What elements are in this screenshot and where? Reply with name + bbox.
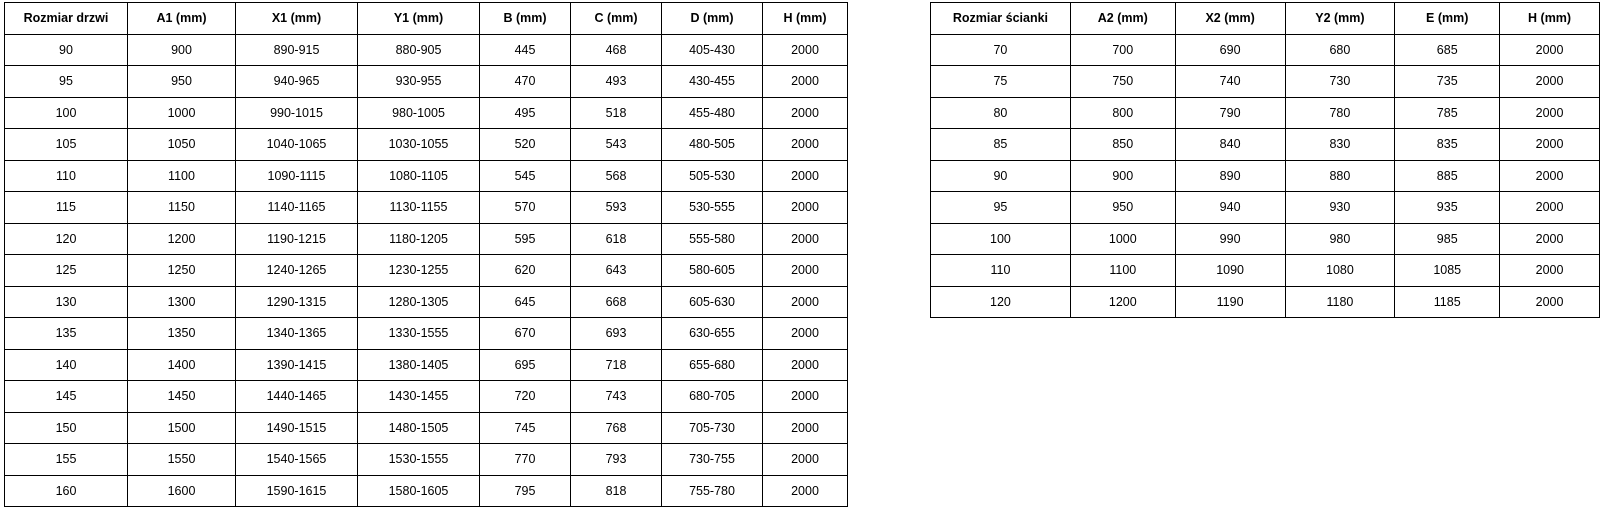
walls-cell: 90 xyxy=(931,160,1071,192)
walls-column-header: Y2 (mm) xyxy=(1285,3,1395,35)
doors-cell: 1200 xyxy=(128,223,236,255)
doors-cell: 1480-1505 xyxy=(358,412,480,444)
walls-cell: 2000 xyxy=(1500,223,1600,255)
walls-cell: 990 xyxy=(1175,223,1285,255)
walls-cell: 2000 xyxy=(1500,192,1600,224)
walls-column-header: H (mm) xyxy=(1500,3,1600,35)
walls-column-header: E (mm) xyxy=(1395,3,1500,35)
doors-cell: 115 xyxy=(5,192,128,224)
walls-cell: 985 xyxy=(1395,223,1500,255)
walls-cell: 95 xyxy=(931,192,1071,224)
table-row xyxy=(931,66,1600,98)
doors-cell: 1290-1315 xyxy=(236,286,358,318)
doors-cell: 1530-1555 xyxy=(358,444,480,476)
doors-cell: 1130-1155 xyxy=(358,192,480,224)
doors-cell: 730-755 xyxy=(662,444,763,476)
doors-cell: 2000 xyxy=(763,34,848,66)
doors-cell: 670 xyxy=(480,318,571,350)
doors-cell: 105 xyxy=(5,129,128,161)
doors-cell: 545 xyxy=(480,160,571,192)
doors-cell: 693 xyxy=(571,318,662,350)
doors-cell: 95 xyxy=(5,66,128,98)
doors-cell: 1340-1365 xyxy=(236,318,358,350)
doors-column-header: X1 (mm) xyxy=(236,3,358,35)
walls-cell: 685 xyxy=(1395,34,1500,66)
doors-cell: 495 xyxy=(480,97,571,129)
doors-cell: 1590-1615 xyxy=(236,475,358,507)
doors-cell: 718 xyxy=(571,349,662,381)
doors-cell: 2000 xyxy=(763,286,848,318)
walls-column-header: X2 (mm) xyxy=(1175,3,1285,35)
walls-cell: 835 xyxy=(1395,129,1500,161)
doors-cell: 155 xyxy=(5,444,128,476)
doors-cell: 543 xyxy=(571,129,662,161)
walls-cell: 950 xyxy=(1070,192,1175,224)
doors-cell: 680-705 xyxy=(662,381,763,413)
doors-cell: 900 xyxy=(128,34,236,66)
doors-cell: 100 xyxy=(5,97,128,129)
table-row xyxy=(5,349,848,381)
doors-cell: 643 xyxy=(571,255,662,287)
doors-cell: 120 xyxy=(5,223,128,255)
table-row xyxy=(5,192,848,224)
doors-cell: 1140-1165 xyxy=(236,192,358,224)
doors-cell: 890-915 xyxy=(236,34,358,66)
doors-cell: 505-530 xyxy=(662,160,763,192)
table-row xyxy=(5,381,848,413)
doors-cell: 160 xyxy=(5,475,128,507)
walls-cell: 70 xyxy=(931,34,1071,66)
doors-cell: 1440-1465 xyxy=(236,381,358,413)
walls-table-head xyxy=(931,3,1600,35)
doors-cell: 2000 xyxy=(763,129,848,161)
doors-column-header: A1 (mm) xyxy=(128,3,236,35)
doors-cell: 145 xyxy=(5,381,128,413)
doors-cell: 768 xyxy=(571,412,662,444)
walls-cell: 785 xyxy=(1395,97,1500,129)
doors-cell: 2000 xyxy=(763,412,848,444)
table-row xyxy=(5,129,848,161)
table-row xyxy=(931,34,1600,66)
doors-table-body xyxy=(5,34,848,507)
doors-cell: 720 xyxy=(480,381,571,413)
doors-table-head xyxy=(5,3,848,35)
walls-cell: 900 xyxy=(1070,160,1175,192)
doors-cell: 1580-1605 xyxy=(358,475,480,507)
walls-cell: 2000 xyxy=(1500,66,1600,98)
doors-cell: 568 xyxy=(571,160,662,192)
doors-cell: 135 xyxy=(5,318,128,350)
doors-cell: 1250 xyxy=(128,255,236,287)
table-row xyxy=(931,160,1600,192)
walls-cell: 85 xyxy=(931,129,1071,161)
table-row xyxy=(5,318,848,350)
doors-cell: 1390-1415 xyxy=(236,349,358,381)
doors-cell: 1400 xyxy=(128,349,236,381)
table-row xyxy=(931,97,1600,129)
walls-cell: 930 xyxy=(1285,192,1395,224)
doors-cell: 580-605 xyxy=(662,255,763,287)
doors-cell: 1500 xyxy=(128,412,236,444)
walls-cell: 110 xyxy=(931,255,1071,287)
walls-cell: 690 xyxy=(1175,34,1285,66)
doors-column-header: Rozmiar drzwi xyxy=(5,3,128,35)
walls-cell: 1085 xyxy=(1395,255,1500,287)
doors-cell: 1450 xyxy=(128,381,236,413)
table-row xyxy=(931,129,1600,161)
doors-cell: 1350 xyxy=(128,318,236,350)
table-row xyxy=(931,286,1600,318)
doors-cell: 1240-1265 xyxy=(236,255,358,287)
doors-cell: 468 xyxy=(571,34,662,66)
walls-column-header: A2 (mm) xyxy=(1070,3,1175,35)
doors-cell: 745 xyxy=(480,412,571,444)
walls-cell: 780 xyxy=(1285,97,1395,129)
doors-cell: 1000 xyxy=(128,97,236,129)
doors-cell: 1080-1105 xyxy=(358,160,480,192)
walls-cell: 120 xyxy=(931,286,1071,318)
doors-cell: 655-680 xyxy=(662,349,763,381)
doors-cell: 2000 xyxy=(763,160,848,192)
doors-cell: 1230-1255 xyxy=(358,255,480,287)
doors-cell: 668 xyxy=(571,286,662,318)
table-row xyxy=(931,255,1600,287)
doors-cell: 2000 xyxy=(763,223,848,255)
doors-cell: 1100 xyxy=(128,160,236,192)
doors-cell: 2000 xyxy=(763,192,848,224)
walls-cell: 935 xyxy=(1395,192,1500,224)
doors-cell: 405-430 xyxy=(662,34,763,66)
doors-column-header: Y1 (mm) xyxy=(358,3,480,35)
table-row xyxy=(5,475,848,507)
doors-column-header: H (mm) xyxy=(763,3,848,35)
doors-column-header: B (mm) xyxy=(480,3,571,35)
walls-cell: 885 xyxy=(1395,160,1500,192)
doors-cell: 2000 xyxy=(763,318,848,350)
doors-cell: 950 xyxy=(128,66,236,98)
walls-cell: 1100 xyxy=(1070,255,1175,287)
doors-cell: 480-505 xyxy=(662,129,763,161)
walls-cell: 730 xyxy=(1285,66,1395,98)
doors-cell: 1150 xyxy=(128,192,236,224)
doors-cell: 2000 xyxy=(763,381,848,413)
table-header-row xyxy=(931,3,1600,35)
doors-cell: 1300 xyxy=(128,286,236,318)
table-row xyxy=(5,255,848,287)
doors-cell: 1330-1555 xyxy=(358,318,480,350)
doors-column-header: C (mm) xyxy=(571,3,662,35)
walls-cell: 1200 xyxy=(1070,286,1175,318)
table-row xyxy=(5,160,848,192)
doors-cell: 1090-1115 xyxy=(236,160,358,192)
walls-cell: 1185 xyxy=(1395,286,1500,318)
doors-cell: 125 xyxy=(5,255,128,287)
walls-table-body xyxy=(931,34,1600,318)
walls-cell: 2000 xyxy=(1500,34,1600,66)
walls-cell: 100 xyxy=(931,223,1071,255)
doors-cell: 1600 xyxy=(128,475,236,507)
doors-cell: 1180-1205 xyxy=(358,223,480,255)
doors-cell: 630-655 xyxy=(662,318,763,350)
walls-cell: 2000 xyxy=(1500,160,1600,192)
doors-cell: 620 xyxy=(480,255,571,287)
doors-cell: 470 xyxy=(480,66,571,98)
doors-cell: 1050 xyxy=(128,129,236,161)
doors-cell: 695 xyxy=(480,349,571,381)
doors-cell: 940-965 xyxy=(236,66,358,98)
doors-cell: 455-480 xyxy=(662,97,763,129)
doors-cell: 2000 xyxy=(763,66,848,98)
walls-cell: 75 xyxy=(931,66,1071,98)
walls-cell: 1190 xyxy=(1175,286,1285,318)
table-header-row xyxy=(5,3,848,35)
doors-cell: 130 xyxy=(5,286,128,318)
doors-cell: 743 xyxy=(571,381,662,413)
doors-cell: 1540-1565 xyxy=(236,444,358,476)
doors-cell: 593 xyxy=(571,192,662,224)
walls-cell: 1180 xyxy=(1285,286,1395,318)
table-row xyxy=(5,66,848,98)
table-row xyxy=(5,34,848,66)
walls-cell: 2000 xyxy=(1500,129,1600,161)
walls-cell: 800 xyxy=(1070,97,1175,129)
doors-cell: 793 xyxy=(571,444,662,476)
doors-cell: 1190-1215 xyxy=(236,223,358,255)
walls-cell: 880 xyxy=(1285,160,1395,192)
doors-cell: 990-1015 xyxy=(236,97,358,129)
walls-cell: 2000 xyxy=(1500,286,1600,318)
doors-table-container xyxy=(4,2,848,507)
table-row xyxy=(931,192,1600,224)
table-row xyxy=(5,223,848,255)
doors-cell: 520 xyxy=(480,129,571,161)
walls-cell: 890 xyxy=(1175,160,1285,192)
doors-cell: 645 xyxy=(480,286,571,318)
walls-cell: 790 xyxy=(1175,97,1285,129)
table-row xyxy=(5,444,848,476)
doors-cell: 1040-1065 xyxy=(236,129,358,161)
doors-cell: 1380-1405 xyxy=(358,349,480,381)
walls-cell: 2000 xyxy=(1500,255,1600,287)
doors-table xyxy=(4,2,848,507)
doors-cell: 595 xyxy=(480,223,571,255)
doors-cell: 530-555 xyxy=(662,192,763,224)
doors-cell: 880-905 xyxy=(358,34,480,66)
doors-cell: 430-455 xyxy=(662,66,763,98)
doors-cell: 518 xyxy=(571,97,662,129)
doors-cell: 980-1005 xyxy=(358,97,480,129)
walls-cell: 750 xyxy=(1070,66,1175,98)
doors-cell: 2000 xyxy=(763,97,848,129)
walls-cell: 940 xyxy=(1175,192,1285,224)
doors-cell: 555-580 xyxy=(662,223,763,255)
doors-cell: 1550 xyxy=(128,444,236,476)
walls-cell: 80 xyxy=(931,97,1071,129)
doors-cell: 605-630 xyxy=(662,286,763,318)
doors-cell: 140 xyxy=(5,349,128,381)
doors-cell: 1030-1055 xyxy=(358,129,480,161)
doors-cell: 1280-1305 xyxy=(358,286,480,318)
walls-cell: 2000 xyxy=(1500,97,1600,129)
walls-cell: 1090 xyxy=(1175,255,1285,287)
doors-cell: 2000 xyxy=(763,349,848,381)
doors-cell: 618 xyxy=(571,223,662,255)
doors-cell: 755-780 xyxy=(662,475,763,507)
doors-cell: 493 xyxy=(571,66,662,98)
doors-cell: 818 xyxy=(571,475,662,507)
doors-cell: 795 xyxy=(480,475,571,507)
walls-cell: 830 xyxy=(1285,129,1395,161)
doors-cell: 705-730 xyxy=(662,412,763,444)
walls-cell: 1080 xyxy=(1285,255,1395,287)
doors-column-header: D (mm) xyxy=(662,3,763,35)
walls-cell: 1000 xyxy=(1070,223,1175,255)
walls-cell: 840 xyxy=(1175,129,1285,161)
walls-cell: 700 xyxy=(1070,34,1175,66)
walls-column-header: Rozmiar ścianki xyxy=(931,3,1071,35)
walls-cell: 740 xyxy=(1175,66,1285,98)
doors-cell: 110 xyxy=(5,160,128,192)
table-row xyxy=(5,412,848,444)
doors-cell: 1490-1515 xyxy=(236,412,358,444)
table-row xyxy=(931,223,1600,255)
doors-cell: 2000 xyxy=(763,475,848,507)
doors-cell: 150 xyxy=(5,412,128,444)
walls-cell: 735 xyxy=(1395,66,1500,98)
walls-table xyxy=(930,2,1600,318)
doors-cell: 770 xyxy=(480,444,571,476)
walls-table-container xyxy=(930,2,1600,318)
doors-cell: 2000 xyxy=(763,444,848,476)
walls-cell: 680 xyxy=(1285,34,1395,66)
walls-cell: 850 xyxy=(1070,129,1175,161)
walls-cell: 980 xyxy=(1285,223,1395,255)
doors-cell: 1430-1455 xyxy=(358,381,480,413)
doors-cell: 570 xyxy=(480,192,571,224)
table-row xyxy=(5,286,848,318)
doors-cell: 90 xyxy=(5,34,128,66)
doors-cell: 445 xyxy=(480,34,571,66)
doors-cell: 930-955 xyxy=(358,66,480,98)
doors-cell: 2000 xyxy=(763,255,848,287)
table-row xyxy=(5,97,848,129)
